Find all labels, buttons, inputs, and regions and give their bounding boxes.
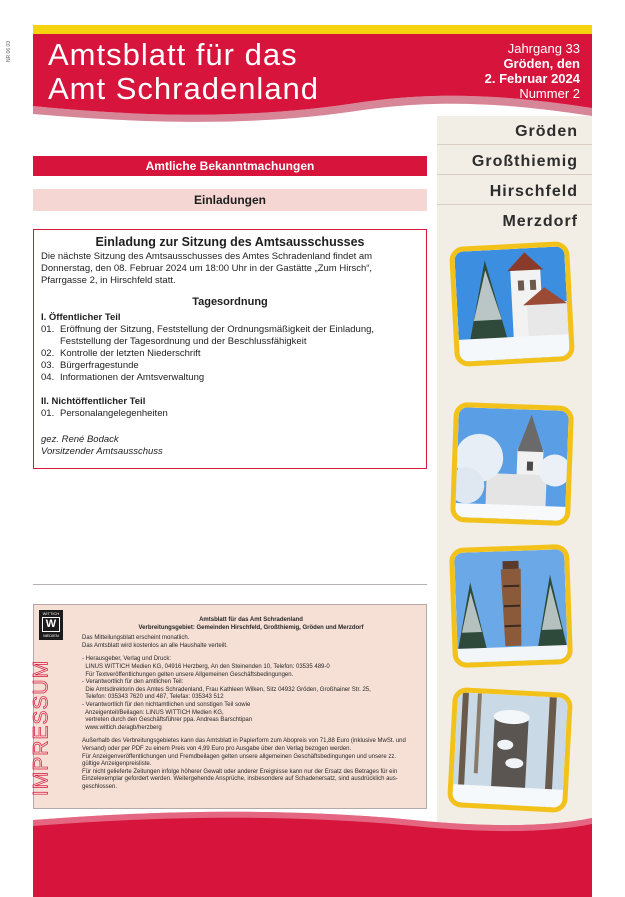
impressum-line: Anzeigenteil/Beilagen: LINUS WITTICH Medien KG, [82, 709, 224, 716]
impressum-line: www.wittich.de/agb/herzberg [82, 724, 162, 731]
impressum-vertical-word [30, 648, 54, 808]
header-yellow-bar [33, 25, 592, 34]
agenda-item-number: 02. [41, 348, 55, 359]
signature-name: gez. René Bodack [41, 434, 119, 445]
photo-lookout-tower [449, 544, 573, 668]
agenda-item-number: 01. [41, 324, 55, 335]
agenda-item-number: 01. [41, 408, 55, 419]
agenda-item-text: Bürgerfragestunde [60, 360, 139, 371]
impressum-line: - Verantwortlich für den amtlichen Teil: [82, 679, 184, 686]
agenda-item [41, 408, 419, 420]
issue-info [470, 41, 580, 101]
impressum-line: Für Textveröffentlichungen gelten unsere Allgemeinen Geschäftsbedingungen. [82, 671, 294, 678]
impressum-title: Amtsblatt für das Amt Schradenland [199, 617, 303, 623]
private-part-heading: II. Nichtöffentlicher Teil [41, 396, 146, 407]
place-groeden: Gröden [437, 118, 592, 145]
place-merzdorf: Merzdorf [502, 213, 578, 230]
public-part-heading: I. Öffentlicher Teil [41, 312, 121, 323]
impressum-line: Telefon: 035343 7620 und 487, Telefax: 035343 512 [82, 694, 224, 701]
agenda-item-number: 03. [41, 360, 55, 371]
wittich-logo-bottom: MEDIEN [43, 633, 59, 638]
agenda-item-text: Informationen der Amtsverwaltung [60, 372, 205, 383]
agenda-item-text: Personalangelegenheiten [60, 408, 168, 419]
photo-snowy-stone [447, 687, 573, 813]
impressum-line: gültige Anzeigenpreisliste. [82, 761, 152, 768]
impressum-line: Das Amtsblatt wird kostenlos an alle Haushalte verteilt. [82, 642, 228, 649]
impressum-distribution: Verbreitungsgebiet: Gemeinden Hirschfeld, Großthiemig, Gröden und Merzdorf [138, 624, 364, 631]
photo-church-tower-frost [450, 402, 574, 526]
agenda-item [41, 372, 419, 384]
agenda-item [41, 324, 419, 348]
impressum-line: Für nicht gelieferte Zeitungen infolge höherer Gewalt oder anderer Ereignisse kann nur der Ersatz des Betrages für ein [82, 768, 398, 775]
photo-church-winter [449, 241, 575, 367]
masthead-title-line-1: Amtsblatt für das [48, 37, 298, 72]
section-banner: Amtliche Bekanntmachungen [33, 156, 427, 176]
vertical-print-tag: NR 06 03 [6, 40, 12, 62]
impressum-line: - Herausgeber, Verlag und Druck: [82, 656, 172, 663]
snowy-stone-icon [452, 692, 568, 808]
impressum-line: vertreten durch den Geschäftsführer ppa. Andreas Barschtipan [82, 717, 253, 724]
church-snow-icon [454, 246, 570, 362]
footer-red-wave [33, 810, 592, 897]
issue-date: 2. Februar 2024 [484, 71, 580, 86]
impressum-line: LINUS WITTICH Medien KG, 04916 Herzberg, An den Steinenden 10, Telefon: 03535 489-0 [82, 663, 330, 670]
impressum-line: Einzelexemplar gefordert werden. Weitergehende Ansprüche, insbesondere auf Schadenersatz, sind ausdrücklich aus- [82, 776, 398, 783]
impressum-lines [82, 635, 420, 791]
issue-number: Nummer 2 [519, 86, 580, 101]
agenda-item-number: 04. [41, 372, 55, 383]
agenda-item [41, 348, 419, 360]
impressum-line: Außerhalb des Verbreitungsgebietes kann das Amtsblatt in Papierform zum Abopreis von 71,88 Euro (inklusive MwSt. und [82, 738, 406, 745]
issue-place: Gröden, den [503, 56, 580, 71]
signature-role: Vorsitzender Amtsausschuss [41, 446, 163, 457]
agenda-title: Tagesordnung [192, 296, 268, 308]
place-hirschfeld: Hirschfeld [437, 178, 592, 205]
agenda-item [41, 360, 419, 372]
wittich-logo-mark: W [42, 617, 60, 632]
agenda-item-text: Kontrolle der letzten Niederschrift [60, 348, 201, 359]
church-tower-snow-icon [455, 407, 569, 521]
masthead-title-line-2: Amt Schradenland [48, 71, 320, 106]
impressum-text [82, 617, 420, 791]
impressum-line: Die Amtsdirektorin des Amtes Schradenland, Frau Kathleen Wilken, Sitz 04932 Gröden, Großhainer Str. 25, [82, 686, 371, 693]
impressum-word-text: IMPRESSUM [30, 659, 53, 797]
impressum-line: Versand) oder per PDF zu einem Preis von 4,99 Euro pro Ausgabe über den Verlag bezogen werden. [82, 745, 352, 752]
divider-line [33, 584, 427, 585]
wittich-logo-top: WITTICH [42, 611, 60, 616]
wittich-logo [39, 610, 63, 640]
subsection-banner: Einladungen [33, 189, 427, 211]
notice-intro: Die nächste Sitzung des Amtsausschusses des Amtes Schradenland findet am Donnerstag, den 08. Februar 2024 um 18:00 Uhr in der Gastätte „Zum Hirsch“, Pfarrgasse 2, in Hirschfeld statt. [41, 251, 373, 286]
meeting-invitation-notice [33, 229, 427, 469]
impressum-line: - Verantwortlich für den nichtamtlichen und sonstigen Teil sowie [82, 701, 251, 708]
impressum-line: Für Anzeigenveröffentlichungen und Fremdbeilagen gelten unsere allgemeinen Geschäftsbedingungen und unsere zz. [82, 753, 397, 760]
lookout-tower-icon [454, 549, 568, 663]
agenda-item-text: Eröffnung der Sitzung, Feststellung der Ordnungsmäßigkeit der Einladung, Feststellung der Tagesordnung und der Beschlussfähigkeit [60, 324, 375, 347]
place-grossthiemig: Großthiemig [437, 148, 592, 175]
issue-jahrgang: Jahrgang 33 [507, 41, 580, 56]
notice-title: Einladung zur Sitzung des Amtsausschusses [95, 235, 365, 249]
impressum-line: geschlossen. [82, 783, 118, 790]
impressum-line: Das Mitteilungsblatt erscheint monatlich. [82, 635, 190, 642]
